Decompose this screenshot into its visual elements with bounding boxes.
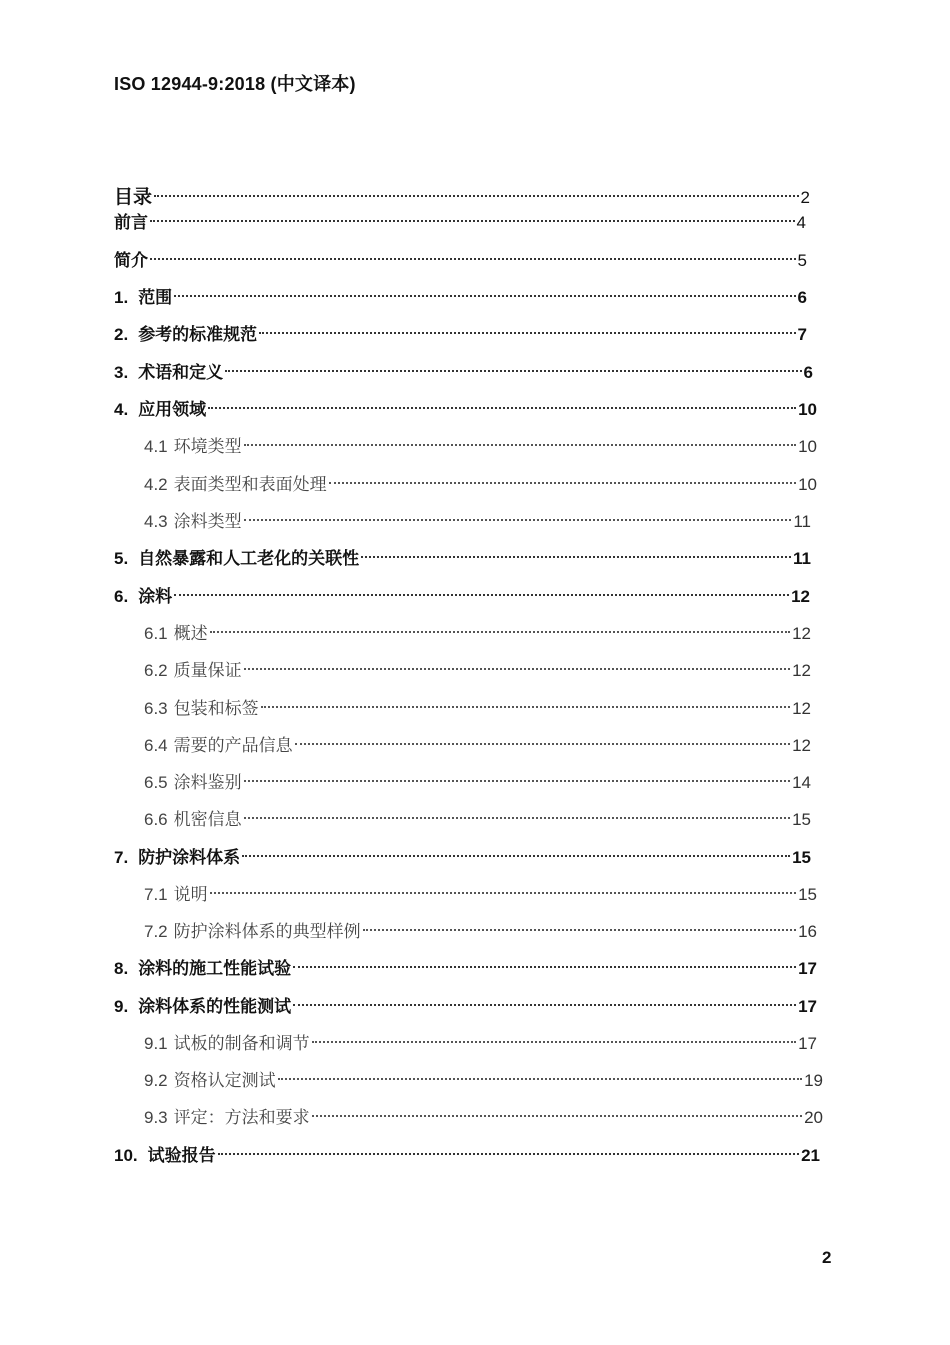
toc-entry-page: 4 bbox=[796, 213, 806, 232]
toc-entry-label bbox=[144, 658, 242, 684]
toc-entry-title: 防护涂料体系 bbox=[138, 848, 241, 868]
toc-entry-label: 目录 bbox=[114, 186, 153, 208]
toc-entry-title: 涂料鉴别 bbox=[173, 773, 242, 793]
toc-entry-title: 评定：方法和要求 bbox=[173, 1108, 310, 1128]
toc-entry-page: 12 bbox=[791, 587, 810, 606]
toc-entry[interactable] bbox=[144, 1105, 823, 1131]
toc-entry-title: 资格认定测试 bbox=[173, 1071, 276, 1091]
toc-entry-page: 11 bbox=[793, 549, 811, 568]
toc-entry-page: 12 bbox=[792, 624, 811, 643]
toc-entry-page: 7 bbox=[797, 325, 807, 344]
toc-entry-page: 6 bbox=[797, 288, 807, 307]
toc-entry-label bbox=[144, 733, 293, 759]
toc-entry-page: 10 bbox=[798, 400, 817, 419]
toc-entry-page: 10 bbox=[798, 475, 817, 494]
dot-leader bbox=[312, 1115, 802, 1117]
toc-entry-title: 需要的产品信息 bbox=[173, 736, 293, 756]
toc-entry[interactable] bbox=[114, 1143, 820, 1169]
toc-entry-number: 4.2 bbox=[144, 475, 168, 494]
toc-entry-number: 6.6 bbox=[144, 810, 168, 829]
toc-entry-label bbox=[114, 322, 257, 348]
toc-entry-label bbox=[144, 770, 242, 796]
toc-entry-title: 参考的标准规范 bbox=[138, 325, 258, 345]
toc-entry-page: 10 bbox=[798, 437, 817, 456]
dot-leader bbox=[174, 594, 789, 596]
toc-entry[interactable] bbox=[144, 882, 817, 908]
dot-leader bbox=[244, 668, 790, 670]
toc-entry-page: 15 bbox=[798, 885, 817, 904]
toc-entry-number: 6. bbox=[114, 587, 129, 606]
dot-leader bbox=[150, 258, 796, 260]
toc-entry-number: 1. bbox=[114, 288, 129, 307]
toc-entry-number: 10. bbox=[114, 1146, 138, 1165]
dot-leader bbox=[312, 1041, 796, 1043]
toc-entry-page: 15 bbox=[792, 848, 811, 867]
dot-leader bbox=[208, 407, 796, 409]
toc-entry-label bbox=[114, 546, 359, 572]
toc-entry-title: 涂料类型 bbox=[173, 512, 242, 532]
toc-entry-label bbox=[144, 696, 259, 722]
dot-leader bbox=[244, 444, 796, 446]
toc-entry-title: 涂料体系的性能测试 bbox=[138, 997, 292, 1017]
toc-entry[interactable] bbox=[144, 696, 811, 722]
toc-entry[interactable] bbox=[114, 994, 817, 1020]
toc-entry-label: 简介 bbox=[114, 251, 148, 271]
page-number: 2 bbox=[822, 1248, 832, 1267]
toc-entry-label bbox=[114, 360, 223, 386]
toc-entry[interactable] bbox=[144, 770, 811, 796]
toc-entry-number: 9.2 bbox=[144, 1071, 168, 1090]
toc-entry[interactable] bbox=[144, 733, 811, 759]
dot-leader bbox=[150, 220, 795, 222]
toc-entry-label: 前言 bbox=[114, 213, 148, 233]
toc-entry-page: 19 bbox=[804, 1071, 823, 1090]
toc-entry[interactable] bbox=[144, 1068, 823, 1094]
toc-entry-label bbox=[144, 1068, 276, 1094]
toc-entry-page: 12 bbox=[792, 699, 811, 718]
toc-entry[interactable] bbox=[144, 1031, 817, 1057]
dot-leader bbox=[174, 295, 795, 297]
toc-entry-title: 应用领域 bbox=[138, 400, 207, 420]
toc-entry-page: 11 bbox=[793, 512, 811, 531]
toc-entry-page: 20 bbox=[804, 1108, 823, 1127]
toc-entry-number: 9. bbox=[114, 997, 129, 1016]
dot-leader bbox=[210, 631, 790, 633]
toc-entry-title: 术语和定义 bbox=[138, 363, 224, 383]
toc-entry-label bbox=[144, 807, 242, 833]
toc-entry-number: 9.1 bbox=[144, 1034, 168, 1053]
toc-entry-page: 5 bbox=[797, 251, 807, 270]
toc-entry-title: 试验报告 bbox=[147, 1146, 216, 1166]
toc-entry-label bbox=[114, 397, 206, 423]
toc-entry-label bbox=[144, 1105, 310, 1131]
toc-entry-title: 环境类型 bbox=[173, 437, 242, 457]
toc-entry-number: 4. bbox=[114, 400, 129, 419]
toc-entry-title: 机密信息 bbox=[173, 810, 242, 830]
dot-leader bbox=[293, 1004, 796, 1006]
toc-entry-number: 7.1 bbox=[144, 885, 168, 904]
toc-entry-label bbox=[114, 845, 240, 871]
toc-entry[interactable] bbox=[144, 658, 811, 684]
toc-entry[interactable] bbox=[114, 322, 807, 348]
toc-entry[interactable] bbox=[114, 546, 811, 572]
toc-entry[interactable] bbox=[114, 210, 806, 236]
toc-entry-number: 8. bbox=[114, 959, 129, 978]
toc-entry-page: 17 bbox=[798, 959, 817, 978]
toc-entry-title: 自然暴露和人工老化的关联性 bbox=[138, 549, 360, 569]
dot-leader bbox=[278, 1078, 802, 1080]
dot-leader bbox=[244, 817, 790, 819]
dot-leader bbox=[363, 929, 796, 931]
toc-entry-label bbox=[114, 584, 172, 610]
dot-leader bbox=[295, 743, 790, 745]
dot-leader bbox=[361, 556, 791, 558]
toc-entry-page: 15 bbox=[792, 810, 811, 829]
dot-leader bbox=[293, 966, 796, 968]
toc-entry-number: 6.1 bbox=[144, 624, 168, 643]
toc-entry[interactable] bbox=[114, 184, 810, 210]
dot-leader bbox=[244, 519, 792, 521]
toc-entry-label bbox=[144, 621, 208, 647]
toc-entry-label bbox=[144, 1031, 310, 1057]
toc-entry-label bbox=[144, 919, 361, 945]
toc-entry-number: 9.3 bbox=[144, 1108, 168, 1127]
toc-entry[interactable] bbox=[144, 434, 817, 460]
toc-entry-number: 6.5 bbox=[144, 773, 168, 792]
toc-entry[interactable] bbox=[114, 584, 810, 610]
toc-entry-page: 6 bbox=[803, 363, 813, 382]
toc-entry[interactable] bbox=[144, 472, 817, 498]
dot-leader bbox=[242, 855, 790, 857]
toc-entry[interactable] bbox=[114, 845, 811, 871]
toc-entry-title: 说明 bbox=[173, 885, 208, 905]
toc-entry-title: 涂料的施工性能试验 bbox=[138, 959, 292, 979]
toc-entry[interactable] bbox=[114, 956, 817, 982]
toc-entry-number: 6.3 bbox=[144, 699, 168, 718]
toc-entry-number: 5. bbox=[114, 549, 129, 568]
toc-entry-label bbox=[114, 285, 172, 311]
toc-entry-title: 表面类型和表面处理 bbox=[173, 475, 327, 495]
toc-entry-page: 12 bbox=[792, 661, 811, 680]
toc-entry[interactable] bbox=[114, 285, 807, 311]
toc-entry[interactable] bbox=[114, 397, 817, 423]
toc-entry-label bbox=[114, 994, 291, 1020]
toc-entry-page: 21 bbox=[801, 1146, 820, 1165]
toc-entry-label bbox=[144, 882, 208, 908]
toc-entry-number: 2. bbox=[114, 325, 129, 344]
toc-entry[interactable] bbox=[144, 509, 811, 535]
toc-entry-label bbox=[114, 956, 291, 982]
toc-entry-title: 涂料 bbox=[138, 587, 173, 607]
toc-entry-number: 3. bbox=[114, 363, 129, 382]
toc-entry-page: 2 bbox=[800, 188, 810, 207]
toc-entry-page: 12 bbox=[792, 736, 811, 755]
toc-entry-number: 4.1 bbox=[144, 437, 168, 456]
toc-entry-title: 防护涂料体系的典型样例 bbox=[173, 922, 361, 942]
dot-leader bbox=[210, 892, 796, 894]
toc-entry[interactable] bbox=[114, 248, 807, 274]
dot-leader bbox=[225, 370, 801, 372]
toc-entry-title: 范围 bbox=[138, 288, 173, 308]
toc-entry-page: 17 bbox=[798, 997, 817, 1016]
toc-entry-label bbox=[144, 434, 242, 460]
toc-entry[interactable] bbox=[144, 621, 811, 647]
dot-leader bbox=[154, 195, 799, 197]
toc-entry-number: 6.4 bbox=[144, 736, 168, 755]
toc-entry-title: 包装和标签 bbox=[173, 699, 259, 719]
toc-entry[interactable] bbox=[114, 360, 813, 386]
toc-entry-number: 7. bbox=[114, 848, 129, 867]
toc-entry-page: 16 bbox=[798, 922, 817, 941]
toc-entry-page: 14 bbox=[792, 773, 811, 792]
dot-leader bbox=[329, 482, 796, 484]
toc-entry-number: 7.2 bbox=[144, 922, 168, 941]
toc-entry-label bbox=[114, 1143, 216, 1169]
toc-entry-number: 6.2 bbox=[144, 661, 168, 680]
toc-entry-label bbox=[144, 472, 327, 498]
toc-entry-number: 4.3 bbox=[144, 512, 168, 531]
dot-leader bbox=[218, 1153, 799, 1155]
dot-leader bbox=[244, 780, 790, 782]
toc-entry[interactable] bbox=[144, 919, 817, 945]
dot-leader bbox=[259, 332, 795, 334]
toc-entry-label bbox=[144, 509, 242, 535]
toc-entry-title: 质量保证 bbox=[173, 661, 242, 681]
dot-leader bbox=[261, 706, 790, 708]
toc-entry[interactable] bbox=[144, 807, 811, 833]
toc-entry-title: 试板的制备和调节 bbox=[173, 1034, 310, 1054]
toc-entry-page: 17 bbox=[798, 1034, 817, 1053]
document-header: ISO 12944-9:2018 (中文译本) bbox=[114, 74, 356, 94]
toc-entry-title: 概述 bbox=[173, 624, 208, 644]
